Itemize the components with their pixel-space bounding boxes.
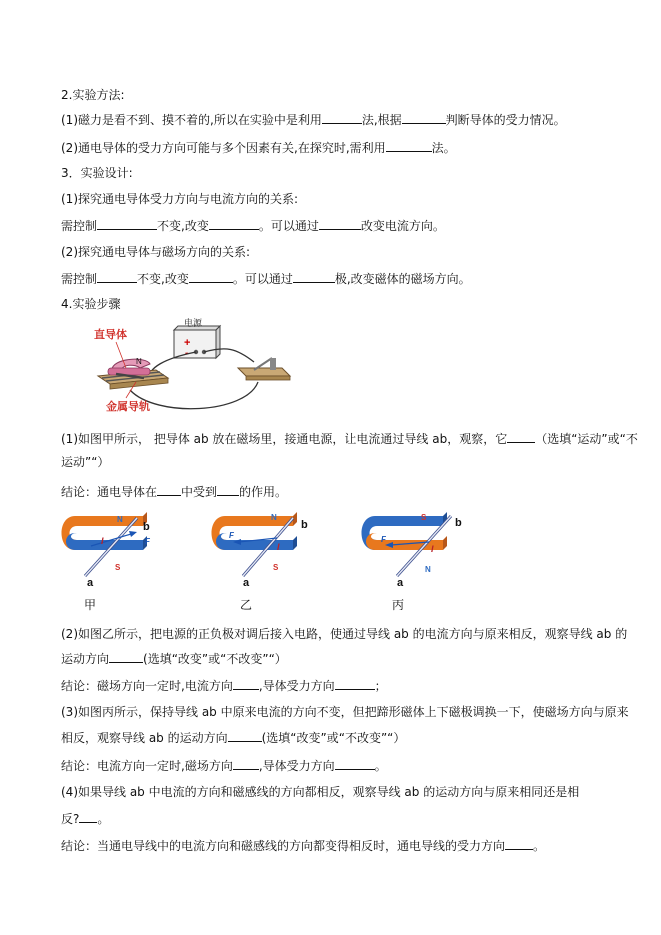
- blank[interactable]: [233, 677, 259, 690]
- switch: [238, 358, 290, 380]
- blank[interactable]: [386, 139, 432, 152]
- force-label: F: [229, 531, 234, 540]
- end-a: a: [243, 577, 250, 589]
- step-1: (1)如图甲所示， 把导体 ab 放在磁场里，接通电源，让电流通过导线 ab，观察，它 （选填“运动”或“不: [61, 432, 638, 446]
- blank[interactable]: [109, 650, 143, 663]
- blank[interactable]: [217, 483, 239, 496]
- section-4-heading: 4.实验步骤: [61, 297, 121, 311]
- blank[interactable]: [335, 757, 375, 770]
- power-supply: [174, 318, 220, 359]
- blank[interactable]: [97, 270, 137, 283]
- caption-yi: 乙: [240, 598, 253, 612]
- minus-sign: -: [185, 347, 189, 359]
- top-pole: S: [421, 513, 427, 522]
- current-label: I: [277, 542, 280, 552]
- end-b: b: [143, 521, 150, 533]
- end-a: a: [397, 577, 404, 589]
- blank[interactable]: [335, 677, 375, 690]
- question-1-method: (1)磁力是看不到、摸不着的,所以在实验中是利用 法,根据 判断导体的受力情况。: [61, 113, 566, 127]
- blank[interactable]: [79, 810, 97, 823]
- blank[interactable]: [402, 111, 446, 124]
- step-3-cont: 相反，观察导线 ab 的运动方向 (选填“改变”或“不改变”“）: [61, 731, 406, 745]
- force-label: F: [145, 537, 150, 546]
- step-4: (4)如果导线 ab 中电流的方向和磁感线的方向都相反，观察导线 ab 的运动方向与原来相同还是相: [61, 785, 580, 799]
- blank[interactable]: [507, 430, 535, 443]
- blank[interactable]: [505, 837, 533, 850]
- power-label: 电源: [184, 318, 203, 328]
- design-1-detail: 需控制 不变,改变 。可以通过 改变电流方向。: [61, 219, 445, 233]
- step-2: (2)如图乙所示，把电源的正负极对调后接入电路，使通过导线 ab 的电流方向与原来相反，观察导线 ab 的: [61, 627, 628, 641]
- end-b: b: [301, 519, 308, 531]
- step-3: (3)如图丙所示，保持导线 ab 中原来电流的方向不变，但把蹄形磁体上下磁极调换一下，使磁场方向与原来: [61, 705, 629, 719]
- blank[interactable]: [322, 111, 362, 124]
- conclusion-2: 结论：磁场方向一定时,电流方向 ,导体受力方向 ；: [61, 679, 387, 693]
- blank[interactable]: [319, 217, 361, 230]
- top-pole: N: [271, 513, 277, 522]
- n-pole-label: N: [136, 357, 142, 366]
- blank[interactable]: [209, 217, 259, 230]
- blank[interactable]: [293, 270, 335, 283]
- horseshoe-magnet: [108, 357, 150, 375]
- blank[interactable]: [97, 217, 157, 230]
- bottom-pole: S: [273, 563, 279, 572]
- end-a: a: [87, 577, 94, 589]
- question-2-method: (2)通电导体的受力方向可能与多个因素有关,在探究时,需利用 法。: [61, 141, 456, 155]
- caption-bing: 丙: [392, 598, 405, 612]
- figure-bing: [355, 508, 475, 590]
- step-1-cont: 运动”“）: [61, 455, 110, 469]
- blank[interactable]: [233, 757, 259, 770]
- conductor-label: 直导体: [94, 329, 127, 341]
- rail-label: 金属导轨: [106, 401, 150, 413]
- blank[interactable]: [228, 729, 262, 742]
- design-2-detail: 需控制 不变,改变 。可以通过 极,改变磁体的磁场方向。: [61, 272, 471, 286]
- force-label: F: [381, 535, 386, 544]
- design-1-title: (1)探究通电导体受力方向与电流方向的关系:: [61, 192, 299, 206]
- plus-sign: +: [184, 337, 191, 349]
- section-2-heading: 2.实验方法:: [61, 88, 125, 102]
- current-label: I: [431, 544, 434, 554]
- conclusion-4: 结论：当通电导线中的电流方向和磁感线的方向都变得相反时，通电导线的受力方向 。: [61, 839, 546, 853]
- section-3-heading: 3．实验设计:: [61, 166, 133, 180]
- bottom-pole: S: [115, 563, 121, 572]
- conclusion-1: 结论：通电导体在 中受到 的作用。: [61, 485, 288, 499]
- top-pole: N: [117, 515, 123, 524]
- step-2-cont: 运动方向 (选填“改变”或“不改变”“）: [61, 652, 287, 666]
- figure-jia: [55, 508, 175, 590]
- design-2-title: (2)探究通电导体与磁场方向的关系:: [61, 245, 251, 259]
- conclusion-3: 结论：电流方向一定时,磁场方向 ,导体受力方向 。: [61, 759, 387, 773]
- bottom-pole: N: [425, 565, 431, 574]
- figure-yi: [205, 508, 325, 590]
- step-4-cont: 反? 。: [61, 812, 110, 826]
- blank[interactable]: [157, 483, 181, 496]
- current-label: I: [101, 536, 104, 546]
- caption-jia: 甲: [84, 598, 97, 612]
- end-b: b: [455, 517, 462, 529]
- apparatus-figure: [86, 318, 296, 420]
- blank[interactable]: [189, 270, 233, 283]
